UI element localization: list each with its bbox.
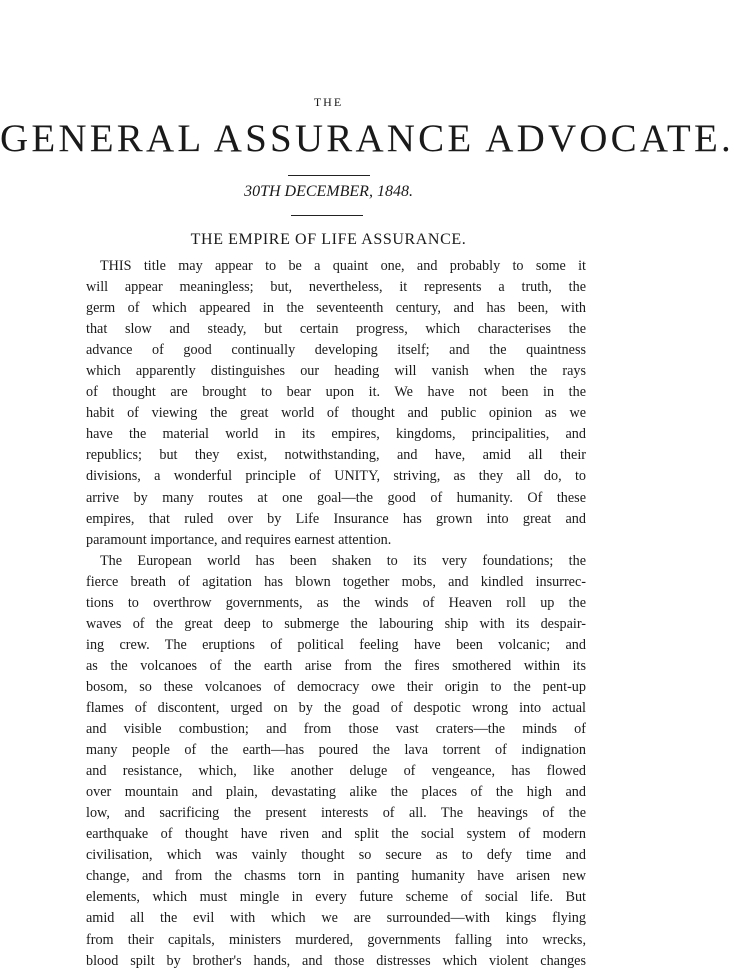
masthead-prefix: THE — [313, 95, 344, 109]
text-line: The European world has been shaken to its very foundations; the — [100, 552, 586, 569]
text-line: earthquake of thought have riven and split the social system of modern — [86, 826, 586, 843]
text-line: fierce breath of agitation has blown together mobs, and kindled insurrec- — [86, 573, 586, 590]
article-body — [86, 256, 586, 972]
text-line: low, and sacrificing the present interests of all. The heavings of the — [86, 805, 586, 822]
masthead-rule — [288, 175, 370, 176]
publication-title: GENERAL ASSURANCE ADVOCATE. — [0, 117, 734, 160]
text-line: tions to overthrow governments, as the winds of Heaven roll up the — [86, 594, 586, 611]
text-line: that slow and steady, but certain progress, which characterises the — [86, 321, 586, 338]
text-line: republics; but they exist, notwithstanding, and have, amid all their — [86, 447, 586, 464]
text-line: many people of the earth—has poured the lava torrent of indignation — [86, 742, 586, 759]
text-line: habit of viewing the great world of thought and public opinion as we — [86, 405, 586, 422]
text-line: ing crew. The eruptions of political feeling have been volcanic; and — [86, 636, 586, 653]
text-line: over mountain and plain, devastating alike the places of the high and — [86, 784, 586, 801]
text-line: divisions, a wonderful principle of UNITY, striving, as they all do, to — [86, 468, 586, 485]
text-line: elements, which must mingle in every future scheme of social life. But — [86, 889, 586, 906]
text-line: bosom, so these volcanoes of democracy owe their origin to the pent-up — [86, 678, 586, 695]
text-line: arrive by many routes at one goal—the good of humanity. Of these — [86, 489, 586, 506]
text-line: and visible combustion; and from those vast craters—the minds of — [86, 721, 586, 738]
text-line: THIS title may appear to be a quaint one, and probably to some it — [100, 258, 586, 274]
text-line: advance of good continually developing itself; and the quaintness — [86, 342, 586, 359]
text-line: and resistance, which, like another deluge of vengeance, has flowed — [86, 763, 586, 780]
text-line: waves of the great deep to submerge the labouring ship with its despair- — [86, 615, 586, 632]
date-rule — [291, 215, 363, 216]
text-line: have the material world in its empires, kingdoms, principalities, and — [86, 426, 586, 443]
text-line: blood spilt by brother's hands, and those distresses which violent changes — [86, 952, 586, 969]
issue-date: 30TH DECEMBER, 1848. — [244, 183, 413, 200]
text-line: as the volcanoes of the earth arise from the fires smothered within its — [86, 657, 586, 674]
text-line: paramount importance, and requires earnest attention. — [86, 531, 392, 548]
text-line: which apparently distinguishes our heading will vanish when the rays — [86, 363, 586, 380]
text-line: flames of discontent, urged on by the goad of despotic wrong into actual — [86, 699, 586, 716]
text-line: amid all the evil with which we are surrounded—with kings flying — [86, 910, 586, 927]
text-line: change, and from the chasms torn in panting humanity have arisen new — [86, 868, 586, 885]
article-title: THE EMPIRE OF LIFE ASSURANCE. — [190, 231, 467, 248]
text-line: of thought are brought to bear upon it. We have not been in the — [86, 384, 586, 401]
text-line: empires, that ruled over by Life Insurance has grown into great and — [86, 510, 586, 527]
text-line: will appear meaningless; but, nevertheless, it represents a truth, the — [86, 279, 586, 296]
text-line: from their capitals, ministers murdered, governments falling into wrecks, — [86, 931, 586, 948]
text-line: civilisation, which was vainly thought so secure as to defy time and — [86, 847, 586, 864]
text-line: germ of which appeared in the seventeenth century, and has been, with — [86, 300, 586, 317]
